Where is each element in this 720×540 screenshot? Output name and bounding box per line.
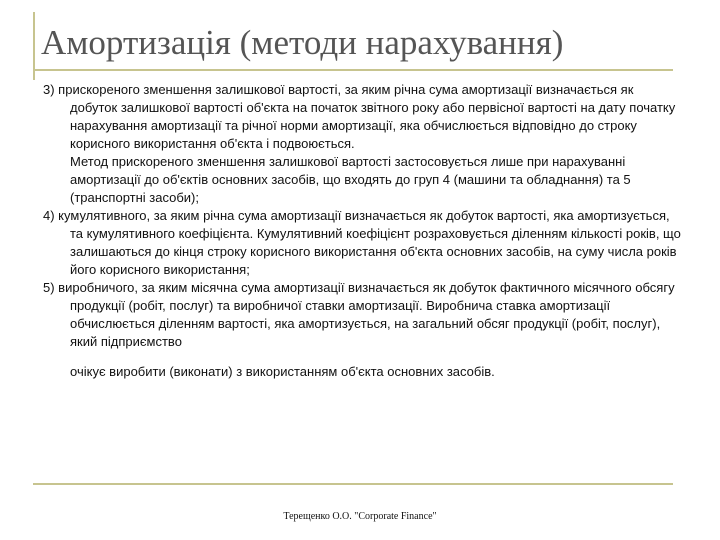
title-underline — [33, 69, 673, 71]
paragraph-method-3-note: Метод прискореного зменшення залишкової вартості застосовується лише при нарахуванні амортизації до об'єктів основних засобів, що входять до груп 4 (машини та обладнання) та 5 (транспортні засоби); — [70, 154, 631, 205]
footer-author: Терещенко О.О. "Corporate Finance" — [283, 511, 437, 522]
paragraph-method-3: 3) прискореного зменшення залишкової вартості, за яким річна сума амортизації визначається як добуток залишкової вартості об'єкта на початок звітного року або первісної вартості на дату початку нарахування амортизації та річної норми амортизації, яка обчислюється відповідно до строку корисного використання об'єкта і подвоюється. — [43, 82, 676, 151]
paragraph-method-5-continuation: очікує виробити (виконати) з використанням об'єкта основних засобів. — [70, 364, 495, 379]
slide-title: Амортизація (методи нарахування) — [41, 23, 564, 62]
footer-rule — [33, 483, 673, 485]
slide-body — [43, 81, 683, 381]
paragraph-method-5: 5) виробничого, за яким місячна сума амортизації визначається як добуток фактичного місячного обсягу продукції (робіт, послуг) та виробничої ставки амортизації. Виробнича ставка амортизації обчислюється діленням вартості, яка амортизується, на загальний обсяг продукції (робіт, послуг), який підприємство — [43, 280, 675, 349]
paragraph-method-4: 4) кумулятивного, за яким річна сума амортизації визначається як добуток вартості, яка амортизується, та кумулятивного коефіцієнта. Кумулятивний коефіцієнт розраховується діленням кількості років, що залишаються до кінця строку корисного використання об'єкта основних засобів, на суму числа років його корисного використання; — [43, 208, 681, 277]
